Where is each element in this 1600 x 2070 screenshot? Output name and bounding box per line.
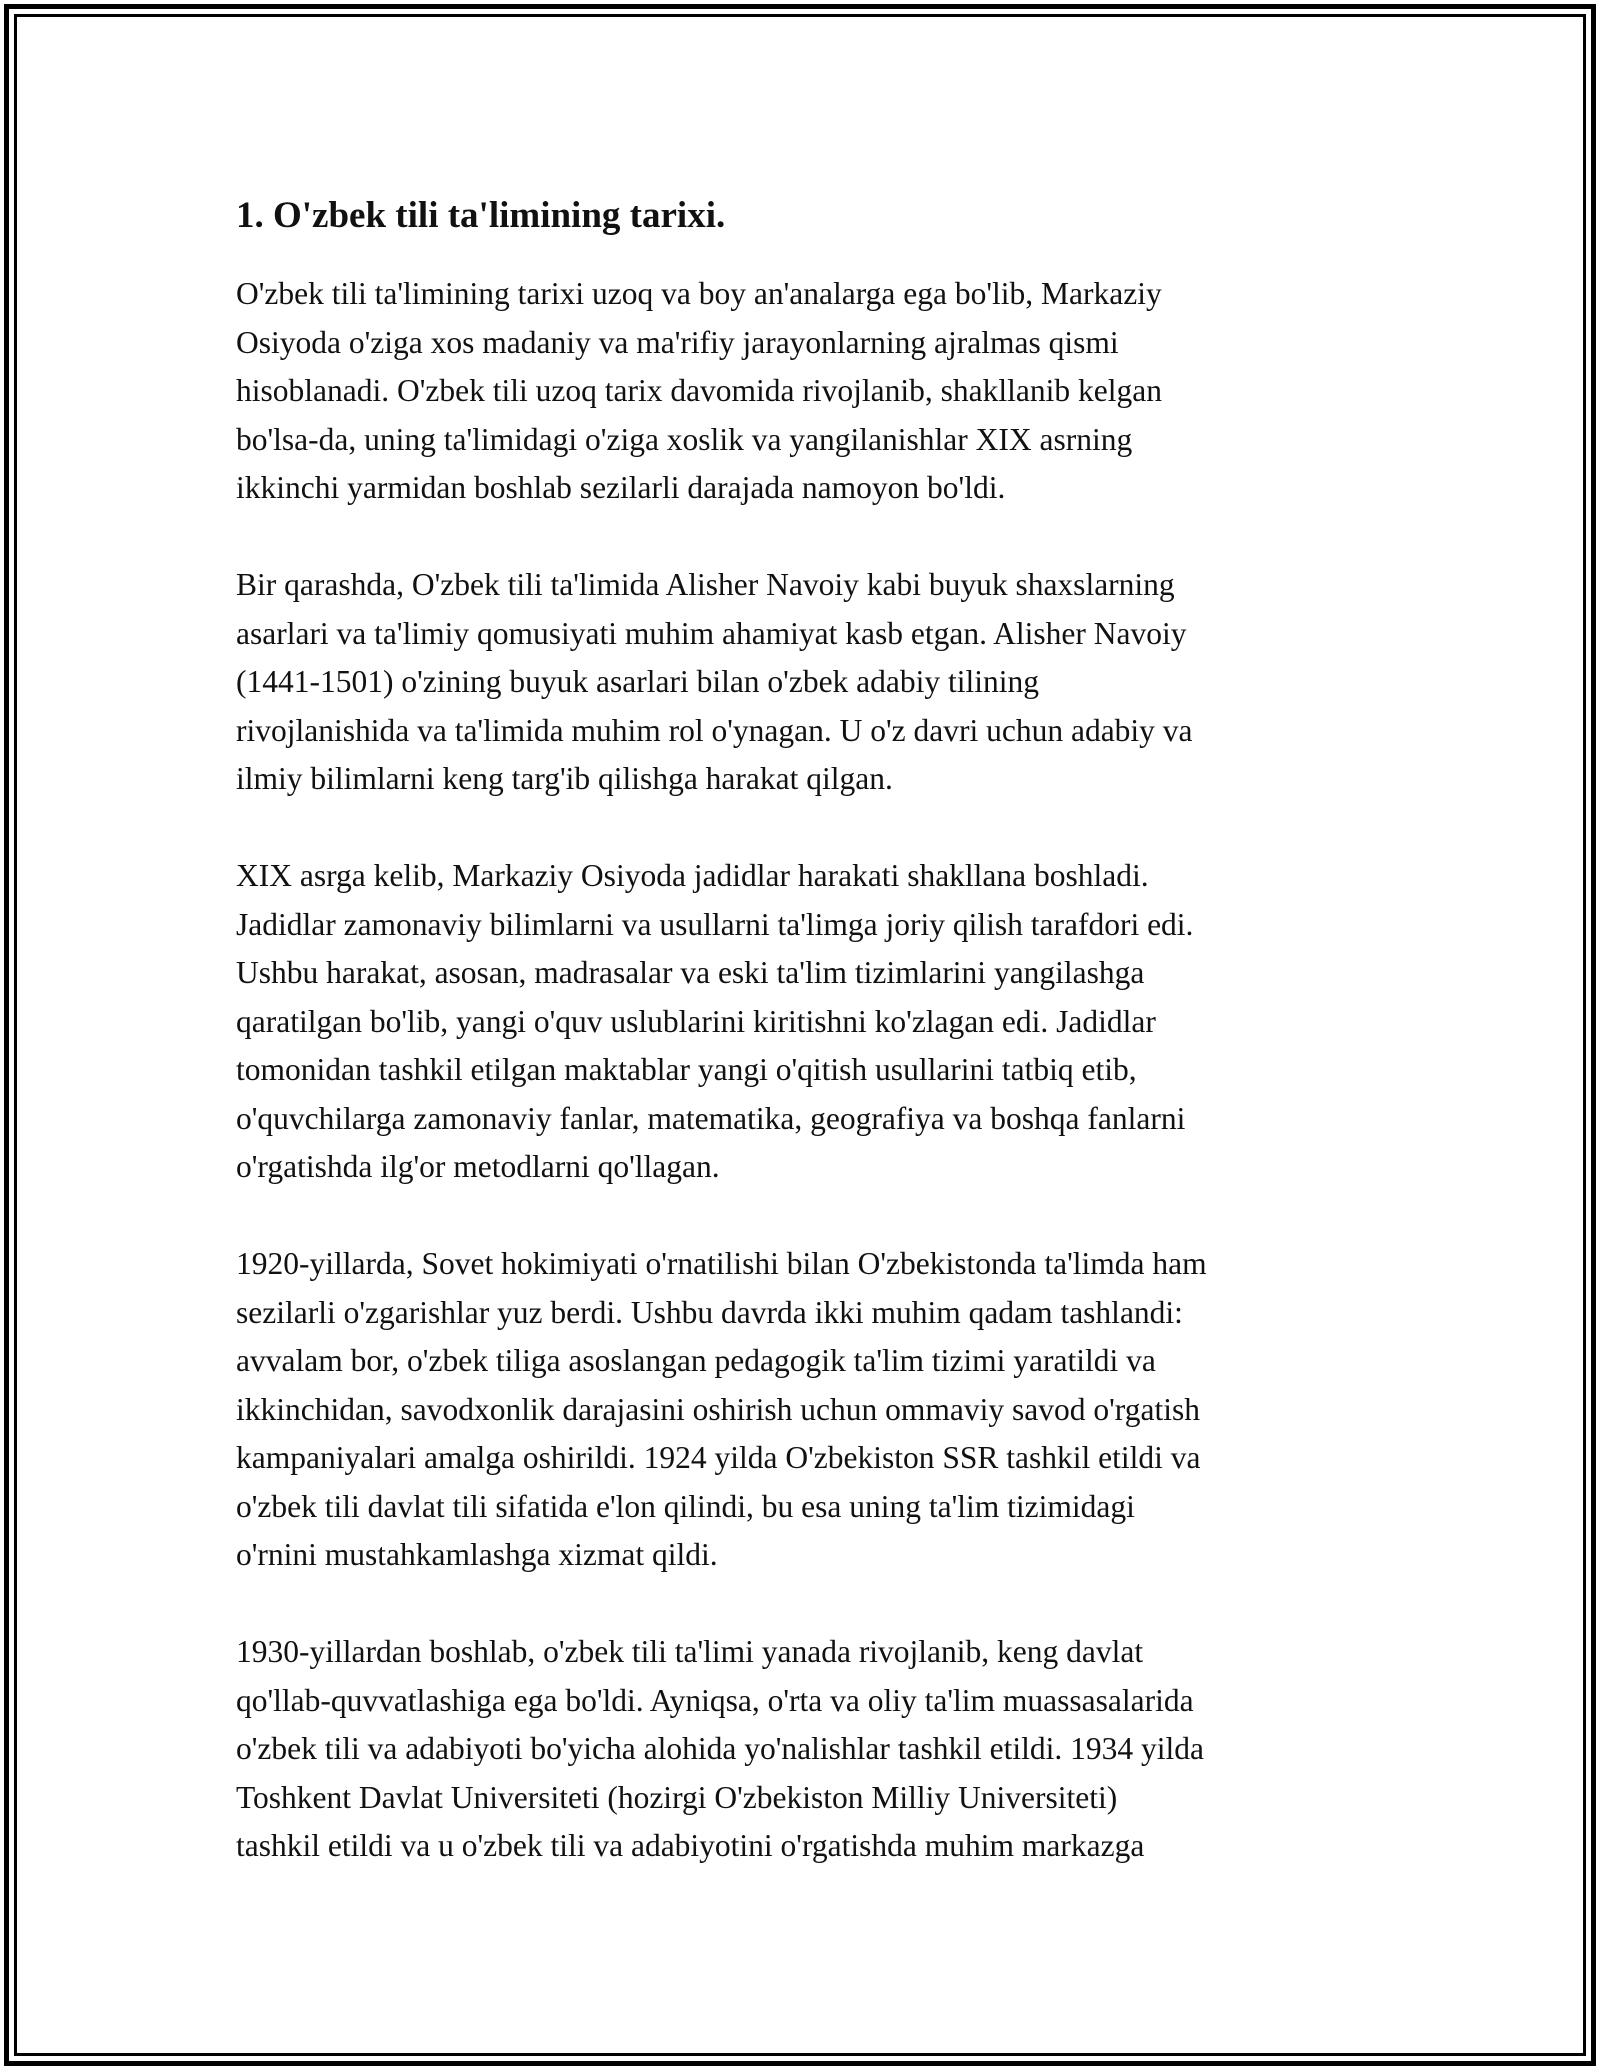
text-line: ilmiy bilimlarni keng targ'ib qilishga harakat qilgan. bbox=[236, 761, 893, 796]
text-line: Bir qarashda, O'zbek tili ta'limida Alisher Navoiy kabi buyuk shaxslarning bbox=[236, 567, 1175, 602]
text-line: Osiyoda o'ziga xos madaniy va ma'rifiy jarayonlarning ajralmas qismi bbox=[236, 324, 1119, 360]
text-line: o'rnini mustahkamlashga xizmat qildi. bbox=[236, 1537, 718, 1572]
text-line: O'zbek tili ta'limining tarixi uzoq va boy an'analarga ega bo'lib, Markaziy bbox=[236, 276, 1162, 311]
text-line: qo'llab-quvvatlashiga ega bo'ldi. Ayniqsa, o'rta va oliy ta'lim muassasalarida bbox=[236, 1682, 1194, 1718]
text-line: sezilarli o'zgarishlar yuz berdi. Ushbu davrda ikki muhim qadam tashlandi: bbox=[236, 1294, 1183, 1330]
text-line: ikkinchi yarmidan boshlab sezilarli darajada namoyon bo'ldi. bbox=[236, 470, 1006, 505]
text-line: Jadidlar zamonaviy bilimlarni va usullarni ta'limga joriy qilish tarafdori edi. bbox=[236, 906, 1194, 942]
paragraph-2 bbox=[236, 561, 1376, 804]
paragraph-5 bbox=[236, 1628, 1376, 1871]
text-line: asarlari va ta'limiy qomusiyati muhim ahamiyat kasb etgan. Alisher Navoiy bbox=[236, 615, 1187, 651]
text-line: o'rgatishda ilg'or metodlarni qo'llagan. bbox=[236, 1149, 720, 1184]
paragraph-4 bbox=[236, 1240, 1376, 1580]
text-line: (1441-1501) o'zining buyuk asarlari bilan o'zbek adabiy tilining bbox=[236, 664, 1040, 699]
document-title: 1. O'zbek tili ta'limining tarixi. bbox=[236, 195, 726, 236]
paragraph-3 bbox=[236, 852, 1376, 1192]
paragraph-1 bbox=[236, 270, 1376, 513]
text-line: rivojlanishida va ta'limida muhim rol o'ynagan. U o'z davri uchun adabiy va bbox=[236, 712, 1193, 748]
text-line: XIX asrga kelib, Markaziy Osiyoda jadidlar harakati shakllana boshladi. bbox=[236, 858, 1149, 893]
text-line: kampaniyalari amalga oshirildi. 1924 yilda O'zbekiston SSR tashkil etildi va bbox=[236, 1440, 1201, 1475]
text-line: avvalam bor, o'zbek tiliga asoslangan pedagogik ta'lim tizimi yaratildi va bbox=[236, 1343, 1156, 1378]
text-line: Ushbu harakat, asosan, madrasalar va eski ta'lim tizimlarini yangilashga bbox=[236, 955, 1145, 990]
text-line: 1920-yillarda, Sovet hokimiyati o'rnatilishi bilan O'zbekistonda ta'limda ham bbox=[236, 1246, 1207, 1281]
text-line: tomonidan tashkil etilgan maktablar yangi o'qitish usullarini tatbiq etib, bbox=[236, 1052, 1137, 1087]
text-line: o'zbek tili va adabiyoti bo'yicha alohida yo'nalishlar tashkil etildi. 1934 yilda bbox=[236, 1731, 1204, 1766]
text-line: qaratilgan bo'lib, yangi o'quv uslublarini kiritishni ko'zlagan edi. Jadidlar bbox=[236, 1003, 1156, 1039]
text-line: o'zbek tili davlat tili sifatida e'lon qilindi, bu esa uning ta'lim tizimidagi bbox=[236, 1488, 1135, 1524]
text-line: Toshkent Davlat Universiteti (hozirgi O'zbekiston Milliy Universiteti) bbox=[236, 1779, 1118, 1815]
text-line: 1930-yillardan boshlab, o'zbek tili ta'limi yanada rivojlanib, keng davlat bbox=[236, 1634, 1144, 1669]
text-line: hisoblanadi. O'zbek tili uzoq tarix davomida rivojlanib, shakllanib kelgan bbox=[236, 373, 1162, 408]
text-line: o'quvchilarga zamonaviy fanlar, matematika, geografiya va boshqa fanlarni bbox=[236, 1100, 1186, 1136]
text-line: ikkinchidan, savodxonlik darajasini oshirish uchun ommaviy savod o'rgatish bbox=[236, 1391, 1200, 1427]
document-body bbox=[236, 188, 1376, 1919]
text-line: tashkil etildi va u o'zbek tili va adabiyotini o'rgatishda muhim markazga bbox=[236, 1828, 1145, 1863]
text-line: bo'lsa-da, uning ta'limidagi o'ziga xoslik va yangilanishlar XIX asrning bbox=[236, 421, 1133, 457]
